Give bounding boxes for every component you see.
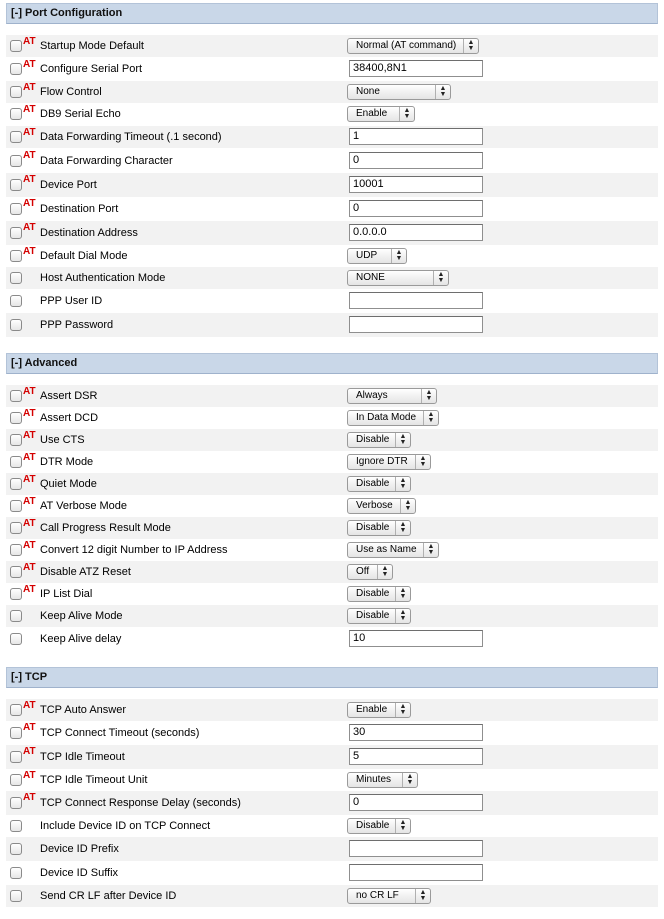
section-header-tcp[interactable]: [-] TCP — [6, 667, 658, 688]
checkbox-device-id-prefix[interactable] — [10, 843, 22, 855]
at-command-badge: AT — [23, 792, 36, 803]
select-updown-arrows-icon: ▲ ▼ — [395, 609, 410, 623]
checkbox-quiet-mode[interactable] — [10, 478, 22, 490]
select-updown-arrows-icon: ▲ ▼ — [391, 249, 406, 263]
setting-row-disable-atz-reset — [6, 561, 658, 583]
select-value: Ignore DTR — [356, 456, 408, 467]
checkbox-data-forwarding-character[interactable] — [10, 155, 22, 167]
setting-row-send-cr-lf-after-device-id — [6, 885, 658, 907]
setting-label: TCP Idle Timeout Unit — [40, 774, 148, 786]
assert-dcd-select[interactable] — [347, 410, 439, 426]
setting-row-keep-alive-delay — [6, 627, 658, 651]
setting-row-include-device-id-on-tcp-connect — [6, 815, 658, 837]
setting-label: Quiet Mode — [40, 478, 97, 490]
checkbox-tcp-idle-timeout-unit[interactable] — [10, 774, 22, 786]
at-command-badge: AT — [23, 518, 36, 529]
setting-label: TCP Connect Response Delay (seconds) — [40, 797, 241, 809]
db9-serial-echo-select[interactable] — [347, 106, 415, 122]
select-value: Always — [356, 390, 388, 401]
send-cr-lf-after-device-id-select[interactable] — [347, 888, 431, 904]
setting-label: Assert DSR — [40, 390, 98, 402]
at-command-badge: AT — [23, 198, 36, 209]
setting-label: Default Dial Mode — [40, 250, 128, 262]
data-forwarding-character-input[interactable]: 0 — [349, 152, 483, 169]
tcp-connect-timeout-seconds-input[interactable]: 30 — [349, 724, 483, 741]
setting-label: DTR Mode — [40, 456, 94, 468]
setting-label: Call Progress Result Mode — [40, 522, 171, 534]
at-command-badge: AT — [23, 174, 36, 185]
select-value: UDP — [356, 250, 378, 261]
select-value: Minutes — [356, 774, 392, 785]
setting-label: Keep Alive Mode — [40, 610, 123, 622]
select-updown-arrows-icon: ▲ ▼ — [395, 703, 410, 717]
use-cts-select[interactable] — [347, 432, 411, 448]
destination-port-input[interactable]: 0 — [349, 200, 483, 217]
setting-row-ip-list-dial — [6, 583, 658, 605]
setting-row-tcp-idle-timeout — [6, 745, 658, 769]
select-updown-arrows-icon: ▲ ▼ — [423, 411, 438, 425]
checkbox-include-device-id-on-tcp-connect[interactable] — [10, 820, 22, 832]
checkbox-convert-12-digit-number-to-ip-address[interactable] — [10, 544, 22, 556]
setting-row-ppp-user-id — [6, 289, 658, 313]
disable-atz-reset-select[interactable] — [347, 564, 393, 580]
checkbox-device-port[interactable] — [10, 179, 22, 191]
at-command-badge: AT — [23, 474, 36, 485]
setting-label: Destination Address — [40, 227, 138, 239]
keep-alive-delay-input[interactable]: 10 — [349, 630, 483, 647]
setting-row-startup-mode-default — [6, 35, 658, 57]
tcp-connect-response-delay-seconds-input[interactable]: 0 — [349, 794, 483, 811]
setting-row-destination-port — [6, 197, 658, 221]
setting-label: PPP Password — [40, 319, 114, 331]
checkbox-tcp-auto-answer[interactable] — [10, 704, 22, 716]
select-value: Use as Name — [356, 544, 417, 555]
select-value: Disable — [356, 610, 390, 621]
setting-row-convert-12-digit-number-to-ip-address — [6, 539, 658, 561]
setting-label: Device Port — [40, 179, 97, 191]
setting-label: Data Forwarding Character — [40, 155, 173, 167]
checkbox-at-verbose-mode[interactable] — [10, 500, 22, 512]
at-command-badge: AT — [23, 722, 36, 733]
at-command-badge: AT — [23, 150, 36, 161]
setting-label: TCP Connect Timeout (seconds) — [40, 727, 200, 739]
setting-label: Keep Alive delay — [40, 633, 122, 645]
quiet-mode-select[interactable] — [347, 476, 411, 492]
select-value: NONE — [356, 272, 385, 283]
select-updown-arrows-icon: ▲ ▼ — [395, 433, 410, 447]
setting-label: Disable ATZ Reset — [40, 566, 131, 578]
select-updown-arrows-icon: ▲ ▼ — [395, 587, 410, 601]
checkbox-default-dial-mode[interactable] — [10, 250, 22, 262]
device-port-input[interactable]: 10001 — [349, 176, 483, 193]
setting-label: DB9 Serial Echo — [40, 108, 121, 120]
call-progress-result-mode-select[interactable] — [347, 520, 411, 536]
checkbox-dtr-mode[interactable] — [10, 456, 22, 468]
at-command-badge: AT — [23, 408, 36, 419]
checkbox-flow-control[interactable] — [10, 86, 22, 98]
setting-label: Device ID Prefix — [40, 843, 119, 855]
setting-row-data-forwarding-character — [6, 149, 658, 173]
setting-label: Data Forwarding Timeout (.1 second) — [40, 131, 222, 143]
checkbox-destination-address[interactable] — [10, 227, 22, 239]
setting-label: AT Verbose Mode — [40, 500, 128, 512]
setting-label: Use CTS — [40, 434, 85, 446]
select-value: Disable — [356, 522, 390, 533]
setting-row-default-dial-mode — [6, 245, 658, 267]
default-dial-mode-select[interactable] — [347, 248, 407, 264]
select-updown-arrows-icon: ▲ ▼ — [421, 389, 436, 403]
section-header-advanced[interactable]: [-] Advanced — [6, 353, 658, 374]
destination-address-input[interactable]: 0.0.0.0 — [349, 224, 483, 241]
at-command-badge: AT — [23, 746, 36, 757]
select-value: Disable — [356, 478, 390, 489]
select-value: None — [356, 86, 380, 97]
select-value: no CR LF — [356, 890, 399, 901]
select-updown-arrows-icon: ▲ ▼ — [400, 499, 415, 513]
setting-row-assert-dcd — [6, 407, 658, 429]
setting-row-tcp-connect-response-delay-seconds — [6, 791, 658, 815]
select-updown-arrows-icon: ▲ ▼ — [435, 85, 450, 99]
setting-label: Host Authentication Mode — [40, 272, 166, 284]
checkbox-ppp-password[interactable] — [10, 319, 22, 331]
checkbox-tcp-idle-timeout[interactable] — [10, 751, 22, 763]
select-value: Disable — [356, 820, 390, 831]
setting-row-assert-dsr — [6, 385, 658, 407]
setting-row-tcp-auto-answer — [6, 699, 658, 721]
setting-label: Assert DCD — [40, 412, 99, 424]
at-command-badge: AT — [23, 584, 36, 595]
setting-label: Configure Serial Port — [40, 63, 143, 75]
tcp-idle-timeout-input[interactable]: 5 — [349, 748, 483, 765]
select-updown-arrows-icon: ▲ ▼ — [377, 565, 392, 579]
setting-label: Startup Mode Default — [40, 40, 144, 52]
select-value: Normal (AT command) — [356, 40, 457, 51]
checkbox-assert-dsr[interactable] — [10, 390, 22, 402]
setting-label: IP List Dial — [40, 588, 93, 600]
flow-control-select[interactable] — [347, 84, 451, 100]
select-value: In Data Mode — [356, 412, 417, 423]
checkbox-tcp-connect-response-delay-seconds[interactable] — [10, 797, 22, 809]
select-updown-arrows-icon: ▲ ▼ — [399, 107, 414, 121]
setting-row-device-id-prefix — [6, 837, 658, 861]
checkbox-host-authentication-mode[interactable] — [10, 272, 22, 284]
at-command-badge: AT — [23, 430, 36, 441]
setting-label: Include Device ID on TCP Connect — [40, 820, 211, 832]
at-command-badge: AT — [23, 127, 36, 138]
checkbox-tcp-connect-timeout-seconds[interactable] — [10, 727, 22, 739]
checkbox-configure-serial-port[interactable] — [10, 63, 22, 75]
select-value: Enable — [356, 704, 388, 715]
checkbox-destination-port[interactable] — [10, 203, 22, 215]
checkbox-assert-dcd[interactable] — [10, 412, 22, 424]
tcp-auto-answer-select[interactable] — [347, 702, 411, 718]
select-updown-arrows-icon: ▲ ▼ — [395, 477, 410, 491]
select-value: Enable — [356, 108, 388, 119]
device-id-prefix-input[interactable] — [349, 840, 483, 857]
at-command-badge: AT — [23, 222, 36, 233]
setting-row-configure-serial-port — [6, 58, 658, 80]
checkbox-send-cr-lf-after-device-id[interactable] — [10, 890, 22, 902]
select-value: Disable — [356, 588, 390, 599]
data-forwarding-timeout-1-second-input[interactable]: 1 — [349, 128, 483, 145]
at-verbose-mode-select[interactable] — [347, 498, 416, 514]
checkbox-data-forwarding-timeout-1-second[interactable] — [10, 131, 22, 143]
setting-row-tcp-idle-timeout-unit — [6, 769, 658, 791]
setting-row-quiet-mode — [6, 473, 658, 495]
checkbox-keep-alive-delay[interactable] — [10, 633, 22, 645]
startup-mode-default-select[interactable] — [347, 38, 479, 54]
setting-row-use-cts — [6, 429, 658, 451]
setting-row-tcp-connect-timeout-seconds — [6, 721, 658, 745]
at-command-badge: AT — [23, 770, 36, 781]
checkbox-device-id-suffix[interactable] — [10, 867, 22, 879]
section-header-port-configuration[interactable]: [-] Port Configuration — [6, 3, 658, 24]
checkbox-keep-alive-mode[interactable] — [10, 610, 22, 622]
setting-label: Flow Control — [40, 86, 102, 98]
tcp-idle-timeout-unit-select[interactable] — [347, 772, 418, 788]
at-command-badge: AT — [23, 496, 36, 507]
ip-list-dial-select[interactable] — [347, 586, 411, 602]
at-command-badge: AT — [23, 700, 36, 711]
convert-12-digit-number-to-ip-address-select[interactable] — [347, 542, 439, 558]
checkbox-use-cts[interactable] — [10, 434, 22, 446]
include-device-id-on-tcp-connect-select[interactable] — [347, 818, 411, 834]
setting-label: PPP User ID — [40, 295, 103, 307]
device-id-suffix-input[interactable] — [349, 864, 483, 881]
setting-row-keep-alive-mode — [6, 605, 658, 627]
select-updown-arrows-icon: ▲ ▼ — [415, 889, 430, 903]
host-authentication-mode-select[interactable] — [347, 270, 449, 286]
checkbox-call-progress-result-mode[interactable] — [10, 522, 22, 534]
checkbox-ppp-user-id[interactable] — [10, 295, 22, 307]
dtr-mode-select[interactable] — [347, 454, 431, 470]
setting-label: Convert 12 digit Number to IP Address — [40, 544, 228, 556]
select-updown-arrows-icon: ▲ ▼ — [433, 271, 448, 285]
setting-row-ppp-password — [6, 313, 658, 337]
assert-dsr-select[interactable] — [347, 388, 437, 404]
setting-row-dtr-mode — [6, 451, 658, 473]
select-updown-arrows-icon: ▲ ▼ — [415, 455, 430, 469]
setting-label: Device ID Suffix — [40, 867, 119, 879]
setting-row-flow-control — [6, 81, 658, 103]
at-command-badge: AT — [23, 36, 36, 47]
configure-serial-port-input[interactable]: 38400,8N1 — [349, 60, 483, 77]
checkbox-startup-mode-default[interactable] — [10, 40, 22, 52]
select-value: Verbose — [356, 500, 393, 511]
setting-row-host-authentication-mode — [6, 267, 658, 289]
select-updown-arrows-icon: ▲ ▼ — [423, 543, 438, 557]
ppp-password-input[interactable] — [349, 316, 483, 333]
setting-row-call-progress-result-mode — [6, 517, 658, 539]
setting-row-device-port — [6, 173, 658, 197]
at-command-badge: AT — [23, 540, 36, 551]
setting-label: TCP Idle Timeout — [40, 751, 125, 763]
setting-row-db9-serial-echo — [6, 103, 658, 125]
at-command-badge: AT — [23, 246, 36, 257]
checkbox-disable-atz-reset[interactable] — [10, 566, 22, 578]
checkbox-ip-list-dial[interactable] — [10, 588, 22, 600]
ppp-user-id-input[interactable] — [349, 292, 483, 309]
select-updown-arrows-icon: ▲ ▼ — [395, 521, 410, 535]
at-command-badge: AT — [23, 562, 36, 573]
select-updown-arrows-icon: ▲ ▼ — [463, 39, 478, 53]
setting-label: Send CR LF after Device ID — [40, 890, 177, 902]
at-command-badge: AT — [23, 104, 36, 115]
setting-label: Destination Port — [40, 203, 119, 215]
setting-row-at-verbose-mode — [6, 495, 658, 517]
at-command-badge: AT — [23, 386, 36, 397]
select-updown-arrows-icon: ▲ ▼ — [402, 773, 417, 787]
checkbox-db9-serial-echo[interactable] — [10, 108, 22, 120]
setting-row-device-id-suffix — [6, 861, 658, 885]
keep-alive-mode-select[interactable] — [347, 608, 411, 624]
at-command-badge: AT — [23, 82, 36, 93]
select-updown-arrows-icon: ▲ ▼ — [395, 819, 410, 833]
setting-label: TCP Auto Answer — [40, 704, 127, 716]
select-value: Off — [356, 566, 370, 577]
setting-row-data-forwarding-timeout-1-second — [6, 126, 658, 148]
at-command-badge: AT — [23, 452, 36, 463]
at-command-badge: AT — [23, 59, 36, 70]
setting-row-destination-address — [6, 221, 658, 245]
select-value: Disable — [356, 434, 390, 445]
